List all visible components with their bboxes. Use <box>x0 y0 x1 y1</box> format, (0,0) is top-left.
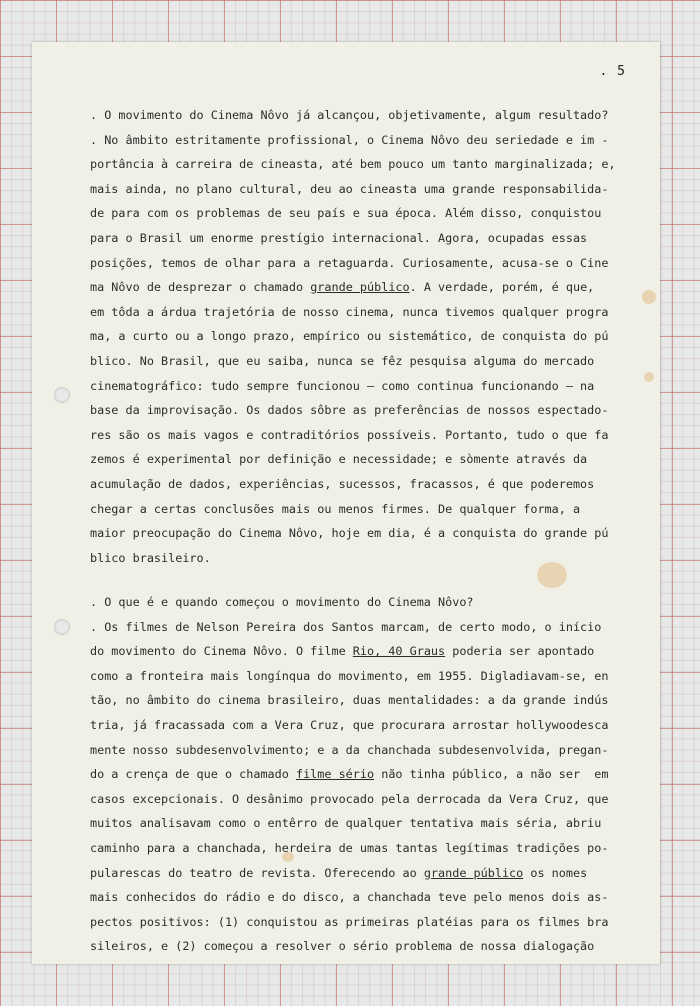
text-line: ma, a curto ou a longo prazo, empírico ou sistemático, de conquista do pú <box>90 329 609 344</box>
text-line: como a fronteira mais longínqua do movimento, em 1955. Digladiavam-se, en <box>90 668 609 683</box>
text-line: mais conhecidos do rádio e do disco, a chanchada teve pelo menos dois as- <box>90 890 609 905</box>
page-number: . 5 <box>599 64 626 79</box>
text-line: caminho para a chanchada, herdeira de umas tantas legítimas tradições po- <box>90 840 609 855</box>
punch-hole <box>54 619 70 635</box>
text-line: mais ainda, no plano cultural, deu ao cineasta uma grande responsabilida- <box>90 181 609 196</box>
text-line: cinematográfico: tudo sempre funcionou — como continua funcionando — na <box>90 378 595 393</box>
text-line: mente nosso subdesenvolvimento; e a da chanchada subdesenvolvida, pregan- <box>90 742 609 757</box>
text-line: portância à carreira de cineasta, até bem pouco um tanto marginalizada; e, <box>90 157 616 172</box>
text-line: . No âmbito estritamente profissional, o Cinema Nôvo deu seriedade e im - <box>90 132 609 147</box>
text-line: muitos analisavam como o entêrro de qualquer tentativa mais séria, abriu <box>90 816 602 831</box>
text-line: acumulação de dados, experiências, sucessos, fracassos, é que poderemos <box>90 476 595 491</box>
text-line: chegar a certas conclusões mais ou menos firmes. De qualquer forma, a <box>90 501 581 516</box>
text-line: base da improvisação. Os dados sôbre as preferências de nossos espectado- <box>90 403 609 418</box>
question-2: . O que é e quando começou o movimento do Cinema Nôvo? <box>90 595 474 609</box>
text-line: tria, já fracassada com a Vera Cruz, que procurara arrostar hollywoodesca <box>90 717 609 732</box>
text-line: blico. No Brasil, que eu saiba, nunca se fêz pesquisa alguma do mercado <box>90 353 595 368</box>
text-line: tão, no âmbito do cinema brasileiro, duas mentalidades: a da grande indús <box>90 693 609 708</box>
text-line: . Os filmes de Nelson Pereira dos Santos marcam, de certo modo, o início <box>90 619 602 634</box>
text-line: sileiros, e (2) começou a resolver o sério problema de nossa dialogação <box>90 939 595 954</box>
text-line: pectos positivos: (1) conquistou as primeiras platéias para os filmes bra <box>90 914 609 929</box>
text-line: posições, temos de olhar para a retaguarda. Curiosamente, acusa-se o Cine <box>90 255 609 270</box>
section-2 <box>90 590 645 959</box>
question-1: . O movimento do Cinema Nôvo já alcançou, objetivamente, algum resultado? <box>90 108 609 122</box>
underlined-phrase: Rio, 40 Graus <box>352 644 446 659</box>
text-line: ma Nôvo de desprezar o chamado grande público. A verdade, porém, é que, <box>90 280 595 295</box>
typewritten-page <box>32 42 660 964</box>
answer-1 <box>90 128 645 571</box>
answer-2 <box>90 615 645 959</box>
text-line: do a crença de que o chamado filme sério não tinha público, a não ser em <box>90 767 609 782</box>
text-line: para o Brasil um enorme prestígio internacional. Agora, ocupadas essas <box>90 230 588 245</box>
text-line: res são os mais vagos e contraditórios possíveis. Portanto, tudo o que fa <box>90 427 609 442</box>
punch-hole <box>54 387 70 403</box>
text-line: zemos é experimental por definição e necessidade; e sòmente através da <box>90 452 588 467</box>
text-line: maior preocupação do Cinema Nôvo, hoje em dia, é a conquista do grande pú <box>90 526 609 541</box>
stain <box>644 372 654 382</box>
underlined-phrase: grande público <box>310 280 410 295</box>
text-line: do movimento do Cinema Nôvo. O filme Rio, 40 Graus poderia ser apontado <box>90 644 595 659</box>
underlined-phrase: filme sério <box>295 767 375 782</box>
text-line: pularescas do teatro de revista. Oferecendo ao grande público os nomes <box>90 865 588 880</box>
text-line: em tôda a árdua trajetória de nosso cinema, nunca tivemos qualquer progra <box>90 304 609 319</box>
text-line: de para com os problemas de seu país e sua época. Além disso, conquistou <box>90 206 602 221</box>
section-1 <box>90 103 645 570</box>
text-line: casos excepcionais. O desânimo provocado pela derrocada da Vera Cruz, que <box>90 791 609 806</box>
text-line: blico brasileiro. <box>90 550 211 565</box>
underlined-phrase: grande público <box>423 865 524 880</box>
